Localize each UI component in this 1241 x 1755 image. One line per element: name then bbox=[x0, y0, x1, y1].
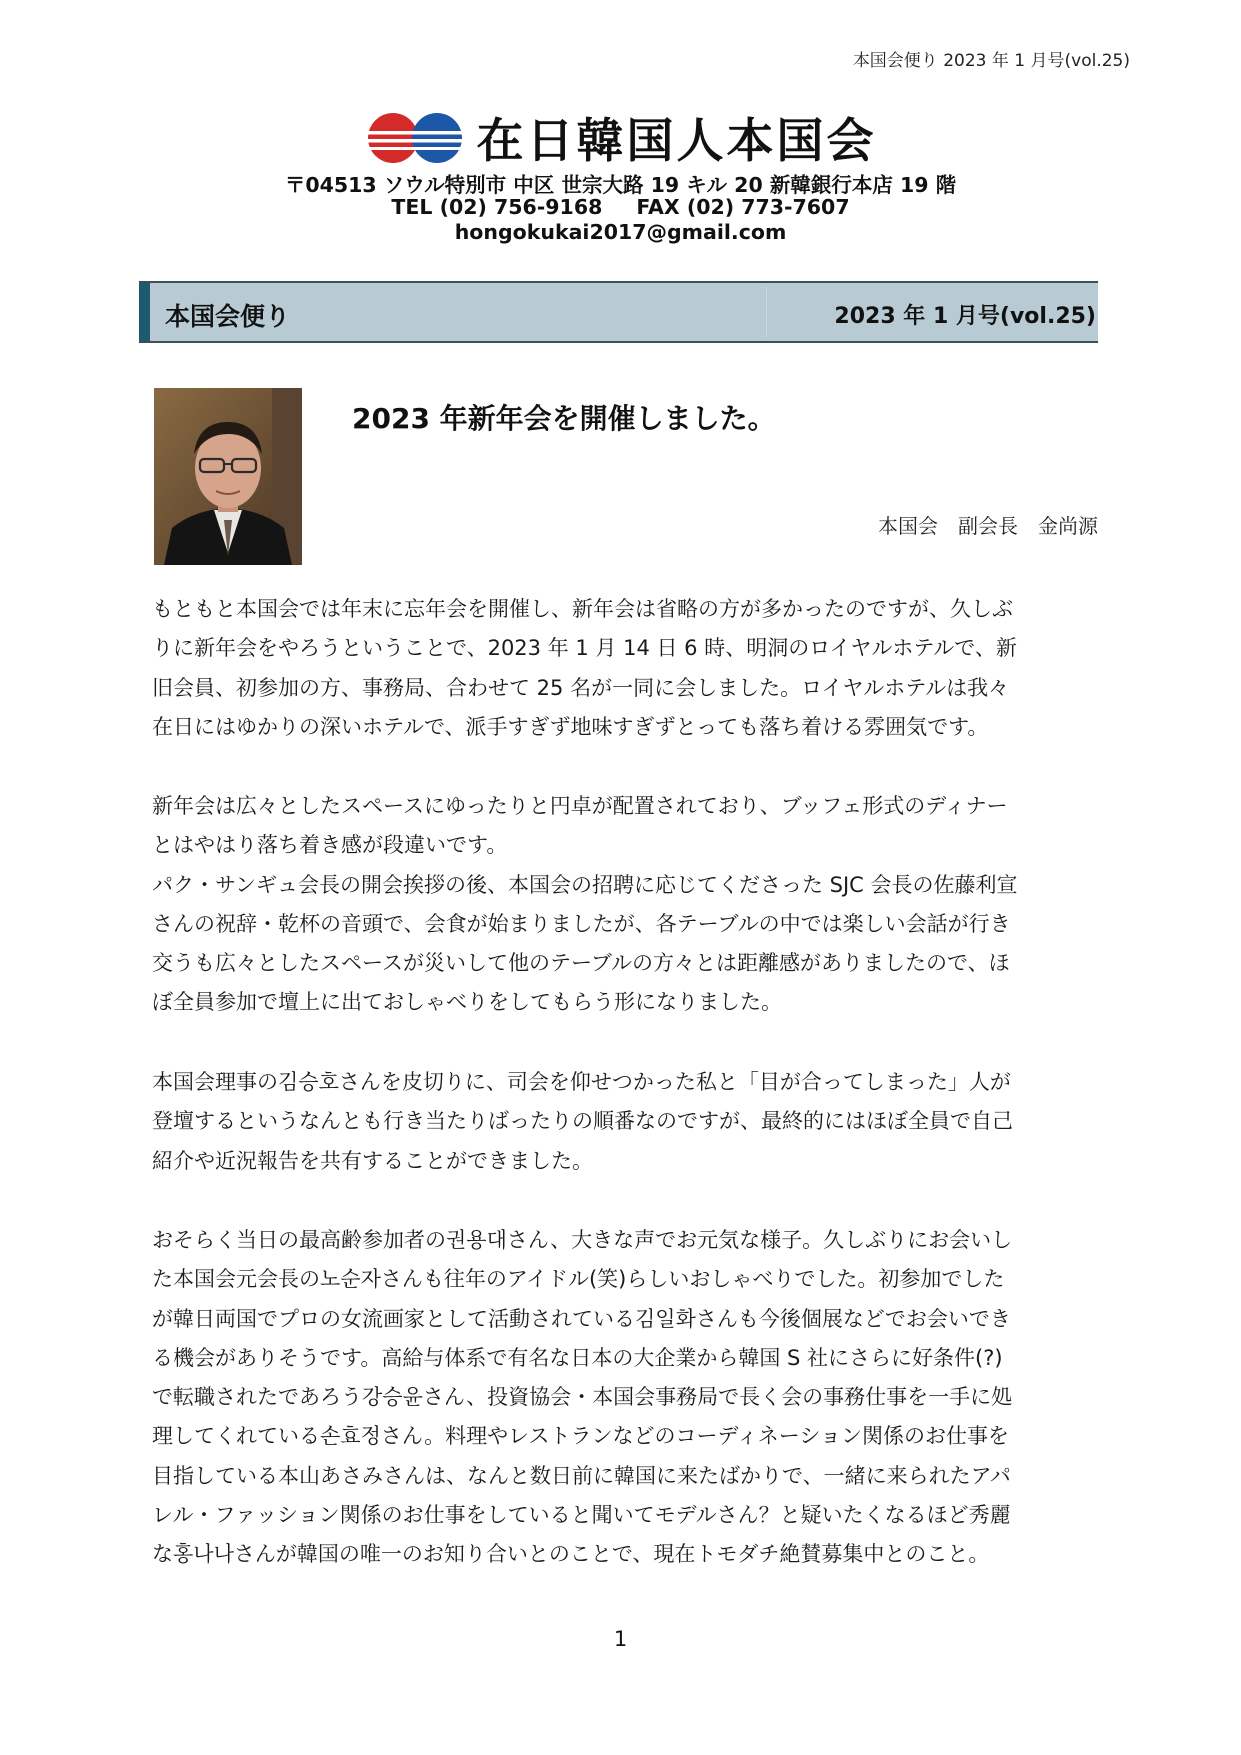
author-portrait bbox=[154, 388, 302, 565]
email-address: hongokukai2017@gmail.com bbox=[454, 220, 787, 244]
paragraph-line: 本国会理事の김승호さんを皮切りに、司会を仰せつかった私と「目が合ってしまった」人が bbox=[152, 1070, 1011, 1094]
paragraph-line: た本国会元会長の노순자さんも往年のアイドル(笑)らしいおしゃべりでした。初参加でした bbox=[152, 1267, 1005, 1292]
organization-name: 在日韓国人本国会 bbox=[476, 114, 877, 169]
paragraph-line: 新年会は広々としたスペースにゆったりと円卓が配置されており、ブッフェ形式のディナー bbox=[152, 794, 1008, 818]
paragraph-line: おそらく当日の最高齢参加者の권용대さん、大きな声でお元気な様子。久しぶりにお会いし bbox=[152, 1228, 1013, 1252]
article-title: 2023 年新年会を開催しました。 bbox=[352, 402, 776, 435]
paragraph bbox=[152, 1221, 1098, 1575]
paragraph-line: 在日にはゆかりの深いホテルで、派手すぎず地味すぎずとっても落ち着ける雰囲気です。 bbox=[152, 714, 989, 739]
paragraph-line: ぼ全員参加で壇上に出ておしゃべりをしてもらう形になりました。 bbox=[152, 990, 782, 1015]
section-banner bbox=[139, 281, 1098, 343]
paragraph-line: りに新年会をやろうということで、2023 年 1 月 14 日 6 時、明洞のロイヤルホテルで、新 bbox=[152, 636, 1017, 661]
phone-fax-line bbox=[0, 195, 1241, 219]
paragraph-line: 登壇するというなんとも行き当たりばったりの順番なのですが、最終的にはほぼ全員で自己 bbox=[152, 1109, 1013, 1134]
paragraph-line: 紹介や近況報告を共有することができました。 bbox=[152, 1148, 593, 1173]
paragraph-line: パク・サンギュ会長の開会挨拶の後、本国会の招聘に応じてくださった SJC 会長の佐藤利宣 bbox=[152, 872, 1018, 897]
paragraph-line: もともと本国会では年末に忘年会を開催し、新年会は省略の方が多かったのですが、久しぶ bbox=[152, 597, 1013, 621]
telephone-number: TEL (02) 756-9168 bbox=[391, 195, 603, 219]
double-circle-logo-icon bbox=[365, 110, 465, 166]
paragraph-line: で転職されたであろう강승윤さん、投資協会・本国会事務局で長く会の事務仕事を一手に処 bbox=[152, 1385, 1013, 1410]
paragraph bbox=[152, 787, 1098, 1023]
banner-title: 本国会便り bbox=[165, 302, 291, 331]
running-header: 本国会便り 2023 年 1 月号(vol.25) bbox=[852, 51, 1130, 71]
paragraph-line: さんの祝辞・乾杯の音頭で、会食が始まりましたが、各テーブルの中では楽しい会話が行き bbox=[152, 911, 1011, 936]
paragraph-line: とはやはり落ち着き感が段違いです。 bbox=[152, 833, 508, 858]
banner-accent-bar bbox=[139, 283, 150, 341]
paragraph-line: 理してくれている손효정さん。料理やレストランなどのコーディネーション関係のお仕事を bbox=[152, 1424, 1009, 1449]
paragraph-line: レル・ファッション関係のお仕事をしていると聞いてモデルさん？と疑いたくなるほど秀麗 bbox=[152, 1503, 1011, 1528]
page-number: 1 bbox=[613, 1627, 628, 1651]
paragraph-line: る機会がありそうです。高給与体系で有名な日本の大企業から韓国 S 社にさらに好条件(?) bbox=[152, 1345, 1003, 1370]
paragraph-line: が韓日両国でプロの女流画家として活動されている김일화さんも今後個展などでお会いでき bbox=[152, 1306, 1011, 1331]
fax-number: FAX (02) 773-7607 bbox=[636, 195, 850, 219]
postal-address: 〒04513 ソウル特別市 中区 世宗大路 19 キル 20 新韓銀行本店 19 階 bbox=[284, 173, 957, 197]
paragraph bbox=[152, 590, 1098, 747]
masthead bbox=[0, 104, 1241, 171]
paragraph-line: 目指している本山あさみさんは、なんと数日前に韓国に来たばかりで、一緒に来られたアパ bbox=[152, 1463, 1011, 1488]
paragraph-line: な홍나나さんが韓国の唯一のお知り合いとのことで、現在トモダチ絶賛募集中とのこと。 bbox=[152, 1542, 990, 1567]
paragraph bbox=[152, 1063, 1098, 1181]
article-byline: 本国会 副会長 金尚源 bbox=[878, 514, 1098, 538]
banner-divider bbox=[766, 287, 767, 337]
paragraph-line: 旧会員、初参加の方、事務局、合わせて 25 名が一同に会しました。ロイヤルホテルは我々 bbox=[152, 675, 1010, 700]
banner-issue-label: 2023 年 1 月号(vol.25) bbox=[834, 304, 1096, 329]
paragraph-line: 交うも広々としたスペースが災いして他のテーブルの方々とは距離感がありましたので、ほ bbox=[152, 951, 1010, 976]
